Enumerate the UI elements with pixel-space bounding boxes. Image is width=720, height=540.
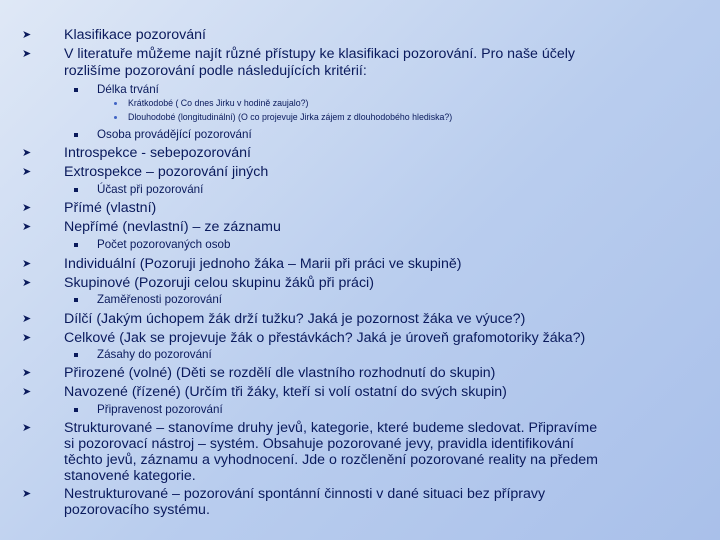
sub-sub-bullet-text: Dlouhodobé (longitudinální) (O co projevuje Jirka zájem z dlouhodobého hlediska?): [128, 112, 453, 122]
bullet-text: Nestrukturované – pozorování spontánní činnosti v dané situaci bez přípravy: [64, 486, 546, 502]
square-bullet-icon: [74, 133, 78, 137]
arrow-bullet-icon: ➤: [22, 202, 32, 214]
sub-bullet-text: Zásahy do pozorování: [97, 348, 212, 361]
square-bullet-icon: [74, 298, 78, 302]
bullet-text: Skupinové (Pozoruji celou skupinu žáků při práci): [64, 275, 374, 291]
bullet-text: Dílčí (Jakým úchopem žák drží tužku? Jaká je pozornost žáka ve výuce?): [64, 311, 526, 327]
bullet-text: Individuální (Pozoruji jednoho žáka – Marii při práci ve skupině): [64, 256, 462, 272]
arrow-bullet-icon: ➤: [22, 147, 32, 159]
bullet-text: Klasifikace pozorování: [64, 27, 206, 43]
bullet-text-continued: pozorovacího systému.: [64, 502, 210, 518]
arrow-bullet-icon: ➤: [22, 367, 32, 379]
sub-bullet-text: Připravenost pozorování: [97, 403, 223, 416]
bullet-text: Přirozené (volné) (Děti se rozdělí dle vlastního rozhodnutí do skupin): [64, 365, 496, 381]
arrow-bullet-icon: ➤: [22, 332, 32, 344]
bullet-text: Nepřímé (nevlastní) – ze záznamu: [64, 219, 281, 235]
arrow-bullet-icon: ➤: [22, 313, 32, 325]
dot-bullet-icon: [114, 116, 117, 119]
bullet-text: V literatuře můžeme najít různé přístupy ke klasifikaci pozorování. Pro naše účely: [64, 46, 575, 62]
bullet-text-continued: těchto jevů, záznamu a vyhodnocení. Jde o rozčlenění pozorované reality na předem: [64, 452, 598, 468]
arrow-bullet-icon: ➤: [22, 166, 32, 178]
arrow-bullet-icon: ➤: [22, 386, 32, 398]
arrow-bullet-icon: ➤: [22, 488, 32, 500]
sub-sub-bullet-text: Krátkodobé ( Co dnes Jirku v hodině zaujalo?): [128, 98, 309, 108]
bullet-text: Celkové (Jak se projevuje žák o přestávkách? Jaká je úroveň grafomotoriky žáka?): [64, 330, 586, 346]
sub-bullet-text: Osoba provádějící pozorování: [97, 128, 252, 141]
square-bullet-icon: [74, 408, 78, 412]
bullet-text: Navozené (řízené) (Určím tři žáky, kteří si volí ostatní do svých skupin): [64, 384, 507, 400]
bullet-text: Extrospekce – pozorování jiných: [64, 164, 269, 180]
arrow-bullet-icon: ➤: [22, 422, 32, 434]
arrow-bullet-icon: ➤: [22, 258, 32, 270]
bullet-text-continued: rozlišíme pozorování podle následujících kritérií:: [64, 63, 367, 79]
dot-bullet-icon: [114, 102, 117, 105]
square-bullet-icon: [74, 353, 78, 357]
bullet-text: Přímé (vlastní): [64, 200, 157, 216]
sub-bullet-text: Počet pozorovaných osob: [97, 238, 231, 251]
arrow-bullet-icon: ➤: [22, 221, 32, 233]
arrow-bullet-icon: ➤: [22, 48, 32, 60]
bullet-text-continued: stanovené kategorie.: [64, 468, 196, 484]
arrow-bullet-icon: ➤: [22, 29, 32, 41]
sub-bullet-text: Délka trvání: [97, 83, 159, 96]
square-bullet-icon: [74, 88, 78, 92]
bullet-text-continued: si pozorovací nástroj – systém. Obsahuje pozorované jevy, pravidla identifikování: [64, 436, 574, 452]
square-bullet-icon: [74, 188, 78, 192]
bullet-text: Introspekce - sebepozorování: [64, 145, 251, 161]
sub-bullet-text: Zaměřenosti pozorování: [97, 293, 223, 306]
bullet-text: Strukturované – stanovíme druhy jevů, kategorie, které budeme sledovat. Připravíme: [64, 420, 598, 436]
arrow-bullet-icon: ➤: [22, 277, 32, 289]
square-bullet-icon: [74, 243, 78, 247]
sub-bullet-text: Účast při pozorování: [97, 183, 204, 196]
